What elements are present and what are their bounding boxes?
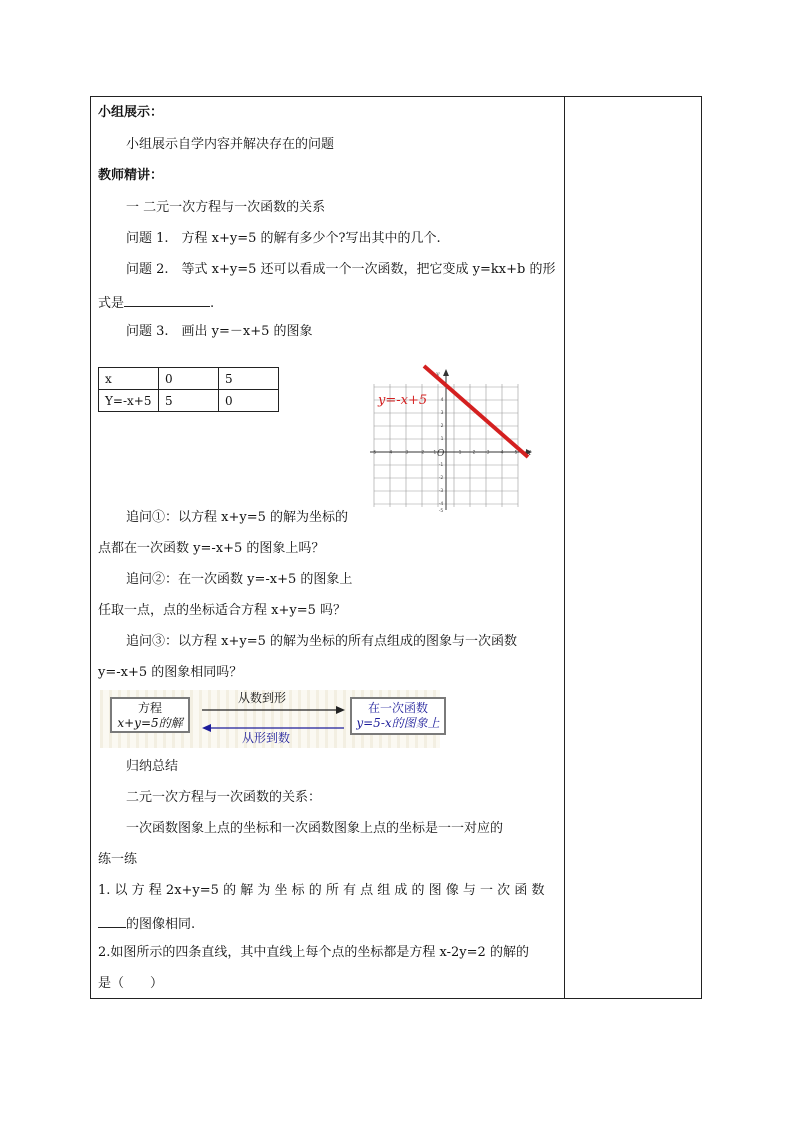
x-tick-label: -1: [431, 450, 437, 456]
practice-1-line1: 1. 以 方 程 2x+y=5 的 解 为 坐 标 的 所 有 点 组 成 的 图 像 与 一 次 函 数: [98, 883, 545, 898]
right-box-line2: y=5-x的图象上: [356, 716, 440, 730]
y-tick-label: -5: [438, 509, 444, 514]
y-tick-label: -2: [438, 476, 444, 481]
practice-title: 练一练: [98, 852, 138, 867]
practice-1-line2: [98, 914, 195, 933]
y-tick-label: 2: [440, 424, 444, 429]
x-tick-label: -2: [419, 450, 425, 456]
followup-3-line2: y=-x+5 的图象相同吗？: [98, 665, 243, 680]
y-tick-label: 1: [440, 437, 444, 442]
practice-blank: [98, 914, 126, 928]
teacher-section-title: 教师精讲：: [98, 168, 164, 183]
x-tick-label: -5: [371, 450, 377, 456]
y-tick-label: -3: [438, 489, 444, 494]
top-arrow-label: 从数到形: [238, 691, 287, 705]
line-label: y=-x+5: [378, 393, 428, 408]
group-section-body: 小组展示自学内容并解决存在的问题: [126, 137, 335, 152]
x-tick-label: 3: [486, 450, 490, 456]
value-table: [98, 367, 279, 412]
followup-2-line2: 任取一点，点的坐标适合方程 x+y=5 吗？: [98, 603, 346, 618]
left-box-line2: x+y=5的解: [117, 716, 183, 730]
x-tick-label: -4: [387, 450, 393, 456]
teacher-subtitle: 一 二元一次方程与一次函数的关系: [126, 200, 326, 215]
equation-solution-box: [110, 697, 190, 733]
x-tick-label: 5: [514, 450, 518, 456]
y-tick-label: -4: [438, 502, 444, 507]
y-tick-label: 4: [440, 398, 444, 403]
group-section-title: 小组展示：: [98, 105, 164, 120]
followup-1-line2: 点都在一次函数 y=-x+5 的图象上吗？: [98, 541, 325, 556]
practice-2-line2: 是（ ）: [98, 976, 164, 991]
answer-blank: [124, 293, 210, 307]
function-graph: [366, 364, 538, 514]
right-box-line1: 在一次函数: [367, 701, 428, 715]
y-tick-label: -1: [438, 463, 444, 468]
forward-arrow-icon: [336, 706, 345, 714]
followup-2-line1: 追问②：在一次函数 y=-x+5 的图象上: [126, 572, 353, 587]
y-axis-arrow-icon: [443, 369, 449, 376]
column-divider: [564, 96, 565, 999]
question-2-line1: 问题 2. 等式 x+y=5 还可以看成一个一次函数，把它变成 y=kx+b 的形: [126, 262, 556, 277]
bottom-arrow-label: 从形到数: [242, 731, 291, 745]
table-row: [99, 368, 279, 390]
summary-title: 归纳总结: [126, 759, 179, 774]
summary-line1: 二元一次方程与一次函数的关系：: [126, 790, 322, 805]
practice-1-suffix: 的图像相同.: [126, 917, 196, 932]
table-cell: 0: [159, 368, 219, 390]
question-2-line2: [98, 293, 214, 312]
table-cell: 5: [219, 368, 279, 390]
function-graph-box: [350, 697, 446, 735]
x-tick-label: 2: [472, 450, 476, 456]
practice-2-line1: 2.如图所示的四条直线，其中直线上每个点的坐标都是方程 x-2y=2 的解的: [98, 945, 529, 960]
table-cell: 0: [219, 390, 279, 412]
x-tick-label: -3: [403, 450, 409, 456]
backward-arrow-icon: [202, 724, 211, 732]
left-box-line1: 方程: [137, 701, 162, 715]
y-axis-label: y: [436, 371, 440, 378]
table-row: [99, 390, 279, 412]
table-cell: Y=-x+5: [99, 390, 159, 412]
x-tick-label: 4: [500, 450, 504, 456]
question-2-suffix: .: [210, 296, 215, 311]
x-axis-label: x: [526, 448, 532, 458]
followup-1-line1: 追问①：以方程 x+y=5 的解为坐标的: [126, 510, 348, 525]
question-3: 问题 3. 画出 y=－x+5 的图象: [126, 324, 313, 339]
x-tick-label: 1: [458, 450, 462, 456]
origin-label: O: [437, 449, 445, 459]
summary-line2: 一次函数图象上点的坐标和一次函数图象上点的坐标是一一对应的: [126, 821, 504, 836]
table-cell: 5: [159, 390, 219, 412]
table-cell: x: [99, 368, 159, 390]
followup-3-line1: 追问③：以方程 x+y=5 的解为坐标的所有点组成的图象与一次函数: [126, 634, 517, 649]
y-tick-label: 3: [440, 411, 444, 416]
question-2-prefix: 式是: [98, 296, 125, 311]
question-1: 问题 1. 方程 x+y=5 的解有多少个?写出其中的几个.: [126, 231, 441, 246]
